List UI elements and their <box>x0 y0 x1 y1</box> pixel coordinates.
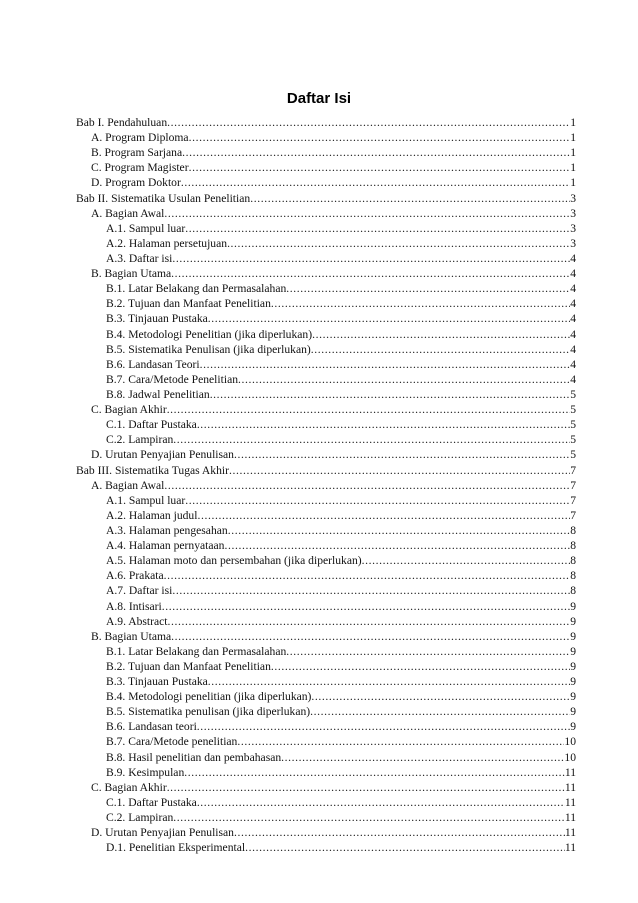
toc-entry-label: B.3. Tinjauan Pustaka <box>106 675 208 689</box>
dot-leader <box>200 357 571 372</box>
toc-entry[interactable] <box>76 780 576 795</box>
toc-entry-label: A. Bagian Awal <box>91 478 165 492</box>
toc-entry-label: A.3. Daftar isi <box>106 251 173 265</box>
toc-entry-label: C.1. Daftar Pustaka <box>106 795 197 809</box>
dot-leader <box>250 191 570 206</box>
toc-entry-label: B.3. Tinjauan Pustaka <box>106 312 208 326</box>
toc-entry-page-number: 4 <box>570 297 576 311</box>
toc-entry[interactable] <box>76 538 576 553</box>
dot-leader <box>171 629 570 644</box>
toc-entry-label: A.8. Intisari <box>106 599 162 613</box>
dot-leader <box>286 281 570 296</box>
toc-entry[interactable] <box>76 568 576 583</box>
dot-leader <box>224 538 570 553</box>
toc-entry[interactable] <box>76 478 576 493</box>
toc-entry-page-number: 9 <box>570 675 576 689</box>
toc-entry-page-number: 5 <box>570 403 576 417</box>
toc-entry[interactable] <box>76 115 576 130</box>
toc-entry-label: A.1. Sampul luar <box>106 221 186 235</box>
toc-entry[interactable] <box>76 463 576 478</box>
toc-entry-label: B.2. Tujuan dan Manfaat Penelitian <box>106 297 271 311</box>
dot-leader <box>310 704 570 719</box>
dot-leader <box>162 599 570 614</box>
toc-entry[interactable] <box>76 357 576 372</box>
dot-leader <box>185 221 570 236</box>
toc-entry-label: Bab I. Pendahuluan <box>76 116 168 129</box>
toc-entry-label: B.6. Landasan Teori <box>106 357 200 371</box>
toc-entry-page-number: 8 <box>570 539 576 553</box>
toc-entry[interactable] <box>76 281 576 296</box>
dot-leader <box>189 130 571 145</box>
toc-entry-label: A.4. Halaman pernyataan <box>106 539 225 553</box>
toc-entry-page-number: 1 <box>570 116 576 129</box>
toc-entry-label: B.7. Cara/Metode penelitian <box>106 735 238 749</box>
dot-leader <box>238 372 570 387</box>
toc-entry-label: D.1. Penelitian Eksperimental <box>106 841 246 855</box>
toc-entry[interactable] <box>76 825 576 840</box>
toc-entry[interactable] <box>76 523 576 538</box>
toc-entry-label: B. Program Sarjana <box>91 146 183 160</box>
dot-leader <box>167 115 570 130</box>
dot-leader <box>237 734 564 749</box>
toc-entry-page-number: 3 <box>570 221 576 235</box>
toc-entry[interactable] <box>76 508 576 523</box>
toc-entry-label: A.2. Halaman persetujuan <box>106 236 228 250</box>
dot-leader <box>234 825 565 840</box>
dot-leader <box>312 327 570 342</box>
toc-entry-label: A. Program Diploma <box>91 131 189 145</box>
dot-leader <box>173 810 565 825</box>
toc-entry-label: A.1. Sampul luar <box>106 493 186 507</box>
toc-entry-label: D. Urutan Penyajian Penulisan <box>91 826 234 840</box>
toc-entry-page-number: 4 <box>570 312 576 326</box>
toc-entry-page-number: 8 <box>570 569 576 583</box>
toc-entry[interactable] <box>76 296 576 311</box>
dot-leader <box>281 750 564 765</box>
dot-leader <box>208 311 570 326</box>
toc-entry-page-number: 1 <box>570 146 576 160</box>
toc-entry-label: B.9. Kesimpulan <box>106 765 185 779</box>
toc-entry-page-number: 7 <box>570 463 576 477</box>
toc-entry-page-number: 9 <box>570 629 576 643</box>
dot-leader <box>185 493 570 508</box>
dot-leader <box>173 432 570 447</box>
dot-leader <box>171 266 570 281</box>
toc-entry-page-number: 1 <box>570 161 576 175</box>
toc-entry-page-number: 5 <box>570 387 576 401</box>
toc-entry[interactable] <box>76 160 576 175</box>
toc-entry[interactable] <box>76 372 576 387</box>
toc-entry-page-number: 9 <box>570 644 576 658</box>
toc-entry-label: B.8. Hasil penelitian dan pembahasan <box>106 750 282 764</box>
dot-leader <box>311 689 570 704</box>
dot-leader <box>164 478 570 493</box>
dot-leader <box>197 417 570 432</box>
toc-entry-label: A.9. Abstract <box>106 614 168 628</box>
toc-entry-page-number: 11 <box>564 795 576 809</box>
toc-entry[interactable] <box>76 251 576 266</box>
toc-entry[interactable] <box>76 750 576 765</box>
dot-leader <box>362 553 571 568</box>
toc-entry[interactable] <box>76 840 576 855</box>
toc-entry-page-number: 3 <box>570 206 576 220</box>
toc-entry-page-number: 11 <box>564 780 576 794</box>
dot-leader <box>172 251 570 266</box>
toc-entry-page-number: 11 <box>564 765 576 779</box>
toc-entry-label: B.4. Metodologi penelitian (jika diperlukan) <box>106 690 312 704</box>
toc-entry[interactable] <box>76 810 576 825</box>
toc-entry[interactable] <box>76 614 576 629</box>
toc-entry[interactable] <box>76 387 576 402</box>
toc-entry-page-number: 8 <box>570 584 576 598</box>
toc-entry-page-number: 4 <box>570 327 576 341</box>
toc-entry-label: C. Bagian Akhir <box>91 403 167 417</box>
toc-entry[interactable] <box>76 765 576 780</box>
toc-entry-page-number: 9 <box>570 659 576 673</box>
dot-leader <box>245 840 565 855</box>
toc-entry[interactable] <box>76 175 576 190</box>
toc-entry-page-number: 5 <box>570 418 576 432</box>
toc-entry[interactable] <box>76 659 576 674</box>
toc-entry-page-number: 9 <box>570 690 576 704</box>
toc-entry-label: B.7. Cara/Metode Penelitian <box>106 372 239 386</box>
dot-leader <box>271 296 570 311</box>
toc-entry-page-number: 1 <box>570 176 576 190</box>
dot-leader <box>172 583 570 598</box>
toc-entry-label: B.2. Tujuan dan Manfaat Penelitian <box>106 659 271 673</box>
toc-entry-label: B.4. Metodologi Penelitian (jika diperlukan) <box>106 327 313 341</box>
toc-entry[interactable] <box>76 599 576 614</box>
table-of-contents <box>76 115 576 855</box>
toc-entry[interactable] <box>76 221 576 236</box>
dot-leader <box>234 447 570 462</box>
toc-entry-label: A.7. Daftar isi <box>106 584 173 598</box>
dot-leader <box>164 568 571 583</box>
toc-entry[interactable] <box>76 417 576 432</box>
dot-leader <box>208 674 570 689</box>
toc-entry[interactable] <box>76 191 576 206</box>
toc-entry-page-number: 7 <box>570 493 576 507</box>
toc-entry-page-number: 5 <box>570 448 576 462</box>
dot-leader <box>197 508 570 523</box>
toc-entry[interactable] <box>76 236 576 251</box>
toc-entry[interactable] <box>76 493 576 508</box>
dot-leader <box>197 795 565 810</box>
toc-entry-label: A. Bagian Awal <box>91 206 165 220</box>
toc-entry-page-number: 11 <box>564 826 576 840</box>
toc-entry[interactable] <box>76 432 576 447</box>
toc-entry-page-number: 7 <box>570 508 576 522</box>
toc-entry-label: A.6. Prakata <box>106 569 164 583</box>
toc-entry-page-number: 5 <box>570 433 576 447</box>
toc-entry-page-number: 8 <box>570 523 576 537</box>
toc-entry-label: C.2. Lampiran <box>106 811 174 825</box>
toc-entry-page-number: 11 <box>564 811 576 825</box>
toc-entry-label: C.1. Daftar Pustaka <box>106 418 197 432</box>
toc-entry[interactable] <box>76 704 576 719</box>
dot-leader <box>182 145 570 160</box>
dot-leader <box>227 236 570 251</box>
toc-entry[interactable] <box>76 583 576 598</box>
toc-entry[interactable] <box>76 674 576 689</box>
toc-entry-label: D. Urutan Penyajian Penulisan <box>91 448 234 462</box>
dot-leader <box>271 659 570 674</box>
toc-entry[interactable] <box>76 311 576 326</box>
toc-entry-label: A.5. Halaman moto dan persembahan (jika diperlukan) <box>106 554 362 568</box>
toc-entry-label: C. Program Magister <box>91 161 189 175</box>
dot-leader <box>184 765 565 780</box>
toc-entry[interactable] <box>76 689 576 704</box>
dot-leader <box>168 614 571 629</box>
toc-entry-label: C. Bagian Akhir <box>91 780 167 794</box>
toc-entry-label: B.1. Latar Belakang dan Permasalahan <box>106 282 287 296</box>
toc-entry[interactable] <box>76 130 576 145</box>
dot-leader <box>197 719 570 734</box>
toc-entry[interactable] <box>76 447 576 462</box>
toc-entry[interactable] <box>76 342 576 357</box>
dot-leader <box>311 342 570 357</box>
dot-leader <box>210 387 571 402</box>
toc-entry-label: Bab III. Sistematika Tugas Akhir <box>76 463 229 477</box>
toc-entry-page-number: 4 <box>570 372 576 386</box>
toc-entry-label: Bab II. Sistematika Usulan Penelitian <box>76 191 251 205</box>
toc-entry[interactable] <box>76 266 576 281</box>
toc-entry[interactable] <box>76 719 576 734</box>
toc-entry-page-number: 1 <box>570 131 576 145</box>
toc-entry-page-number: 9 <box>570 705 576 719</box>
dot-leader <box>228 523 571 538</box>
toc-entry-page-number: 9 <box>570 614 576 628</box>
toc-entry[interactable] <box>76 553 576 568</box>
toc-entry[interactable] <box>76 629 576 644</box>
toc-entry-label: B.8. Jadwal Penelitian <box>106 387 210 401</box>
dot-leader <box>167 780 565 795</box>
toc-entry[interactable] <box>76 206 576 221</box>
toc-entry-page-number: 10 <box>564 750 576 764</box>
toc-entry[interactable] <box>76 734 576 749</box>
toc-entry[interactable] <box>76 644 576 659</box>
toc-entry-label: A.2. Halaman judul <box>106 508 198 522</box>
toc-entry[interactable] <box>76 145 576 160</box>
toc-entry[interactable] <box>76 795 576 810</box>
toc-entry-label: C.2. Lampiran <box>106 433 174 447</box>
dot-leader <box>164 206 570 221</box>
toc-entry[interactable] <box>76 402 576 417</box>
toc-entry[interactable] <box>76 327 576 342</box>
toc-entry-page-number: 3 <box>570 236 576 250</box>
toc-entry-page-number: 4 <box>570 357 576 371</box>
toc-entry-page-number: 4 <box>570 251 576 265</box>
toc-entry-page-number: 4 <box>570 282 576 296</box>
dot-leader <box>286 644 570 659</box>
toc-entry-label: B.1. Latar Belakang dan Permasalahan <box>106 644 287 658</box>
toc-entry-page-number: 9 <box>570 599 576 613</box>
dot-leader <box>181 175 570 190</box>
toc-entry-label: B. Bagian Utama <box>91 629 172 643</box>
dot-leader <box>189 160 571 175</box>
toc-entry-label: B.5. Sistematika Penulisan (jika diperlukan) <box>106 342 311 356</box>
toc-entry-page-number: 9 <box>570 720 576 734</box>
toc-entry-label: B.6. Landasan teori <box>106 720 197 734</box>
toc-entry-page-number: 3 <box>570 191 576 205</box>
toc-entry-page-number: 10 <box>564 735 576 749</box>
toc-entry-page-number: 7 <box>570 478 576 492</box>
toc-entry-label: D. Program Doktor <box>91 176 181 190</box>
dot-leader <box>229 463 570 478</box>
toc-entry-page-number: 8 <box>570 554 576 568</box>
toc-entry-page-number: 4 <box>570 267 576 281</box>
dot-leader <box>167 402 571 417</box>
toc-entry-label: B. Bagian Utama <box>91 267 172 281</box>
toc-entry-label: A.3. Halaman pengesahan <box>106 523 228 537</box>
toc-entry-page-number: 11 <box>564 841 576 855</box>
page-title: Daftar Isi <box>286 90 352 107</box>
toc-entry-label: B.5. Sistematika penulisan (jika diperlukan) <box>106 705 311 719</box>
toc-entry-page-number: 4 <box>570 342 576 356</box>
